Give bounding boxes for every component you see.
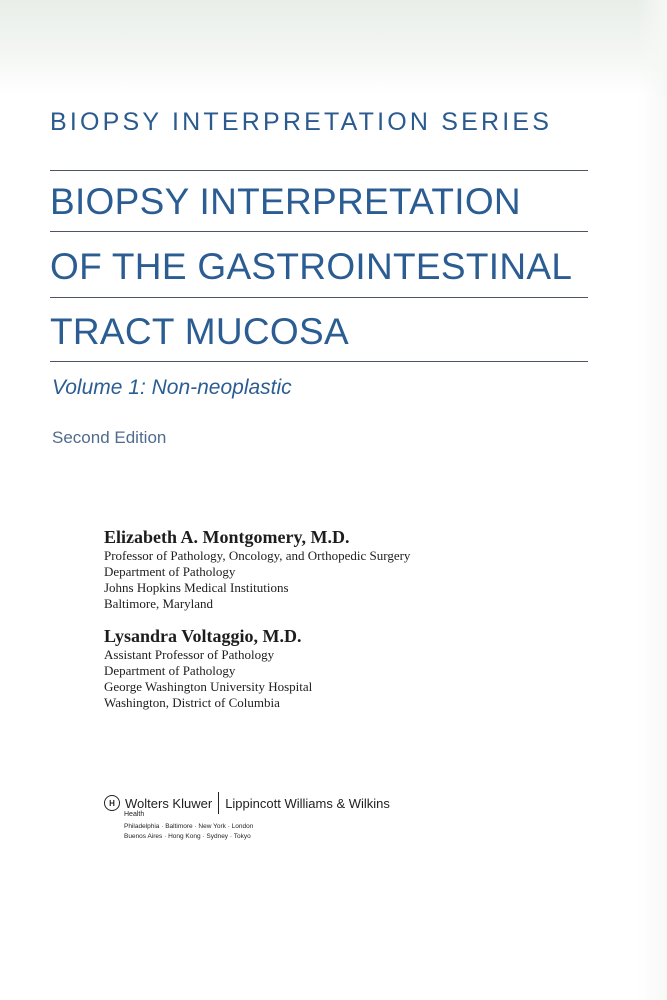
book-title-line-2: OF THE GASTROINTESTINAL <box>50 246 573 287</box>
publisher-cities-line-1: Philadelphia · Baltimore · New York · London <box>124 823 254 830</box>
series-title: BIOPSY INTERPRETATION SERIES <box>50 108 553 136</box>
rule-top <box>50 170 588 171</box>
author-name: Elizabeth A. Montgomery, M.D. <box>104 527 350 547</box>
page-top-shading <box>0 0 667 95</box>
author-block-1 <box>104 526 410 612</box>
publisher-block <box>104 792 390 842</box>
book-title-line-3: TRACT MUCOSA <box>50 311 349 352</box>
publisher-imprint: Lippincott Williams & Wilkins <box>225 795 390 811</box>
author-block-2 <box>104 625 312 711</box>
publisher-health-label: Health <box>124 811 145 818</box>
page-edge-shading <box>637 0 667 1000</box>
rule-title-1 <box>50 231 588 232</box>
author-affiliation-line: Department of Pathology <box>104 564 236 579</box>
volume-subtitle: Volume 1: Non-neoplastic <box>52 376 292 399</box>
wolters-kluwer-logo-icon: H <box>104 795 120 811</box>
rule-title-3 <box>50 361 588 362</box>
author-affiliation-line: Professor of Pathology, Oncology, and Orthopedic Surgery <box>104 548 411 563</box>
author-affiliation-line: Baltimore, Maryland <box>104 596 214 611</box>
author-name: Lysandra Voltaggio, M.D. <box>104 626 302 646</box>
author-affiliation-line: Washington, District of Columbia <box>104 695 280 710</box>
author-affiliation-line: Department of Pathology <box>104 663 236 678</box>
publisher-divider <box>218 792 219 814</box>
book-title-line-1: BIOPSY INTERPRETATION <box>50 181 521 222</box>
author-affiliation-line: Johns Hopkins Medical Institutions <box>104 580 289 595</box>
author-affiliation-line: Assistant Professor of Pathology <box>104 647 275 662</box>
publisher-name: Wolters Kluwer <box>125 795 213 811</box>
edition-label: Second Edition <box>52 428 167 447</box>
author-affiliation-line: George Washington University Hospital <box>104 679 313 694</box>
rule-title-2 <box>50 297 588 298</box>
publisher-cities-line-2: Buenos Aires · Hong Kong · Sydney · Tokyo <box>124 833 251 840</box>
